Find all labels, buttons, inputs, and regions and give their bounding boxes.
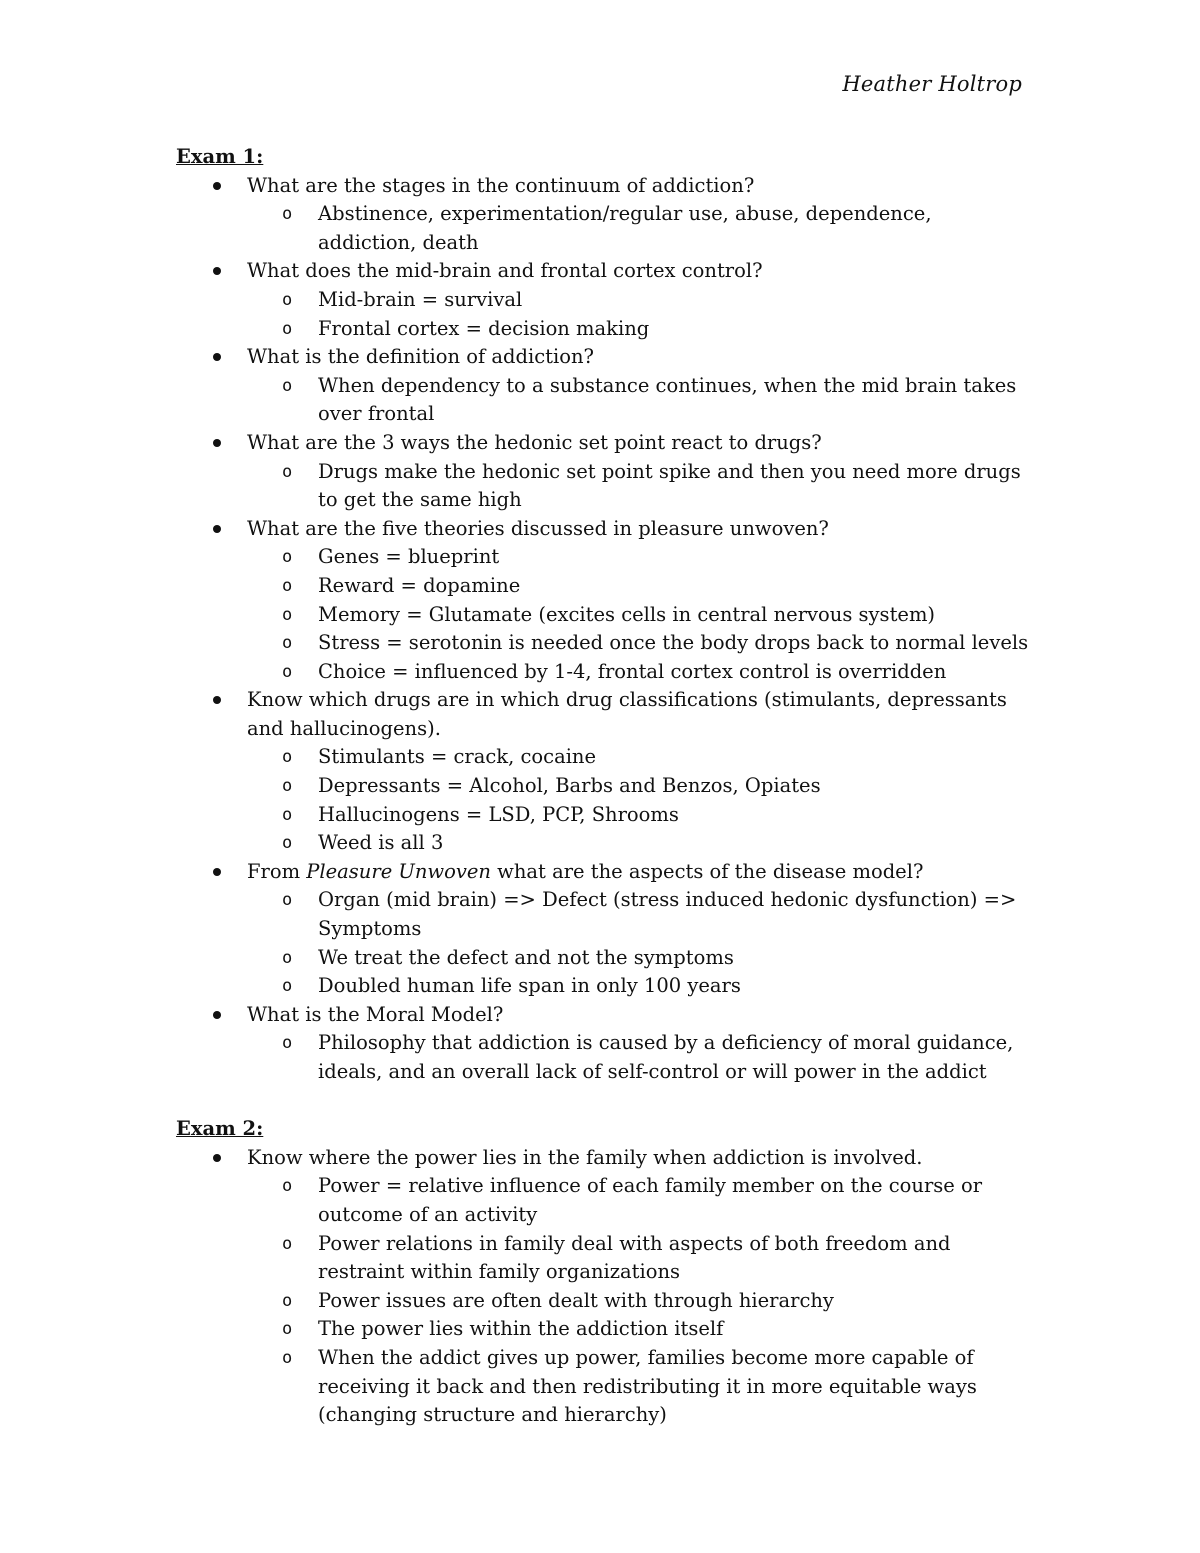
hollow-bullet-icon: o — [282, 289, 293, 310]
question-text: What are the 3 ways the hedonic set point react to drugs? — [247, 430, 822, 454]
answer-text: Hallucinogens = LSD, PCP, Shrooms — [318, 802, 679, 826]
hollow-bullet-icon: o — [282, 547, 293, 568]
question-list — [176, 172, 1036, 1087]
answer-item — [247, 286, 1036, 315]
answer-item — [247, 801, 1036, 830]
hollow-bullet-icon: o — [282, 833, 293, 854]
bullet-icon — [213, 267, 221, 275]
answer-list — [247, 743, 1036, 857]
bullet-icon — [213, 439, 221, 447]
hollow-bullet-icon: o — [282, 776, 293, 797]
answer-text: Power relations in family deal with aspects of both freedom and restraint within family organizations — [318, 1231, 951, 1284]
answer-list — [247, 458, 1036, 515]
bullet-icon — [213, 1011, 221, 1019]
answer-item — [247, 315, 1036, 344]
book-title: Pleasure Unwoven — [306, 859, 491, 883]
answer-text: Doubled human life span in only 100 years — [318, 974, 741, 998]
question-item — [176, 858, 1036, 1001]
question-text: Know where the power lies in the family when addiction is involved. — [247, 1145, 923, 1169]
answer-item — [247, 972, 1036, 1001]
answer-list — [247, 1029, 1036, 1086]
bullet-icon — [213, 868, 221, 876]
answer-text: Philosophy that addiction is caused by a deficiency of moral guidance, ideals, and an overall lack of self-control or will power in the addict — [318, 1031, 1014, 1083]
answer-item — [247, 1315, 1036, 1344]
answer-list — [247, 886, 1036, 1000]
section-heading: Exam 2: — [176, 1117, 264, 1141]
answer-item — [247, 200, 1036, 257]
answer-item — [247, 629, 1036, 658]
answer-item — [247, 772, 1036, 801]
answer-item — [247, 1287, 1036, 1316]
hollow-bullet-icon: o — [282, 633, 293, 654]
answer-text: The power lies within the addiction itself — [318, 1317, 724, 1341]
answer-text: Memory = Glutamate (excites cells in central nervous system) — [318, 602, 936, 626]
answer-item — [247, 572, 1036, 601]
answer-item — [247, 658, 1036, 687]
answer-text: We treat the defect and not the symptoms — [318, 945, 734, 969]
answer-text: Abstinence, experimentation/regular use, abuse, dependence, addiction, death — [318, 202, 932, 254]
hollow-bullet-icon: o — [282, 1290, 293, 1311]
author-name: Heather Holtrop — [842, 72, 1022, 96]
bullet-icon — [213, 525, 221, 533]
question-item — [176, 515, 1036, 687]
hollow-bullet-icon: o — [282, 1176, 293, 1197]
answer-list — [247, 372, 1036, 429]
answer-text: Depressants = Alcohol, Barbs and Benzos, Opiates — [318, 774, 821, 798]
hollow-bullet-icon: o — [282, 1233, 293, 1254]
answer-text: When dependency to a substance continues, when the mid brain takes over frontal — [318, 373, 1017, 426]
question-item — [176, 1144, 1036, 1430]
answer-list — [247, 286, 1036, 343]
bullet-icon — [213, 182, 221, 190]
question-text-start: From — [247, 859, 307, 883]
answer-item — [247, 829, 1036, 858]
answer-item — [247, 458, 1036, 515]
hollow-bullet-icon: o — [282, 375, 293, 396]
answer-item — [247, 372, 1036, 429]
answer-list — [247, 543, 1036, 686]
hollow-bullet-icon: o — [282, 947, 293, 968]
hollow-bullet-icon: o — [282, 604, 293, 625]
question-text: What are the stages in the continuum of addiction? — [247, 173, 755, 197]
answer-text: Reward = dopamine — [318, 573, 521, 597]
hollow-bullet-icon: o — [282, 976, 293, 997]
hollow-bullet-icon: o — [282, 1033, 293, 1054]
answer-item — [247, 944, 1036, 973]
question-text: What is the definition of addiction? — [247, 345, 594, 369]
answer-item — [247, 1029, 1036, 1086]
question-text: Know which drugs are in which drug classifications (stimulants, depressants and hallucinogens). — [247, 688, 1007, 740]
answer-text: Choice = influenced by 1-4, frontal cortex control is overridden — [318, 659, 947, 683]
answer-item — [247, 601, 1036, 630]
answer-text: Power issues are often dealt with through hierarchy — [318, 1288, 834, 1312]
hollow-bullet-icon: o — [282, 1347, 293, 1368]
answer-text: Mid-brain = survival — [318, 287, 523, 311]
question-item — [176, 257, 1036, 343]
answer-list — [247, 1172, 1036, 1429]
bullet-icon — [213, 353, 221, 361]
answer-text: Stress = serotonin is needed once the body drops back to normal levels — [318, 631, 1029, 655]
answer-item — [247, 1344, 1036, 1430]
answer-item — [247, 886, 1036, 943]
question-text: What does the mid-brain and frontal cortex control? — [247, 259, 763, 283]
question-item — [176, 1001, 1036, 1087]
section-heading: Exam 1: — [176, 145, 264, 168]
answer-text: Frontal cortex = decision making — [318, 316, 650, 340]
document-body — [176, 143, 1036, 1430]
hollow-bullet-icon: o — [282, 318, 293, 339]
hollow-bullet-icon: o — [282, 890, 293, 911]
section-spacer — [176, 1087, 1036, 1116]
answer-text: Drugs make the hedonic set point spike and then you need more drugs to get the same high — [318, 459, 1021, 512]
hollow-bullet-icon: o — [282, 461, 293, 482]
hollow-bullet-icon: o — [282, 747, 293, 768]
bullet-icon — [213, 1154, 221, 1162]
question-item — [176, 686, 1036, 858]
answer-text: Weed is all 3 — [318, 831, 444, 855]
answer-text: Stimulants = crack, cocaine — [318, 745, 597, 769]
section-exam-2 — [176, 1115, 1036, 1430]
question-item — [176, 172, 1036, 258]
answer-item — [247, 1230, 1036, 1287]
hollow-bullet-icon: o — [282, 1319, 293, 1340]
question-text-end: what are the aspects of the disease model? — [490, 859, 924, 883]
answer-item — [247, 743, 1036, 772]
answer-item — [247, 543, 1036, 572]
answer-text: Power = relative influence of each family member on the course or outcome of an activity — [318, 1174, 983, 1226]
question-text: What are the five theories discussed in pleasure unwoven? — [247, 516, 829, 540]
bullet-icon — [213, 696, 221, 704]
section-exam-1 — [176, 143, 1036, 1087]
answer-item — [247, 1172, 1036, 1229]
answer-text: Organ (mid brain) => Defect (stress induced hedonic dysfunction) => Symptoms — [318, 888, 1017, 941]
hollow-bullet-icon: o — [282, 804, 293, 825]
question-list — [176, 1144, 1036, 1430]
question-item — [176, 343, 1036, 429]
answer-list — [247, 200, 1036, 257]
hollow-bullet-icon: o — [282, 575, 293, 596]
answer-text: Genes = blueprint — [318, 545, 500, 569]
hollow-bullet-icon: o — [282, 204, 293, 225]
answer-text: When the addict gives up power, families become more capable of receiving it back and then redistributing it in more equitable ways (changing structure and hierarchy) — [318, 1345, 977, 1427]
hollow-bullet-icon: o — [282, 661, 293, 682]
question-item — [176, 429, 1036, 515]
question-text: What is the Moral Model? — [247, 1002, 504, 1026]
